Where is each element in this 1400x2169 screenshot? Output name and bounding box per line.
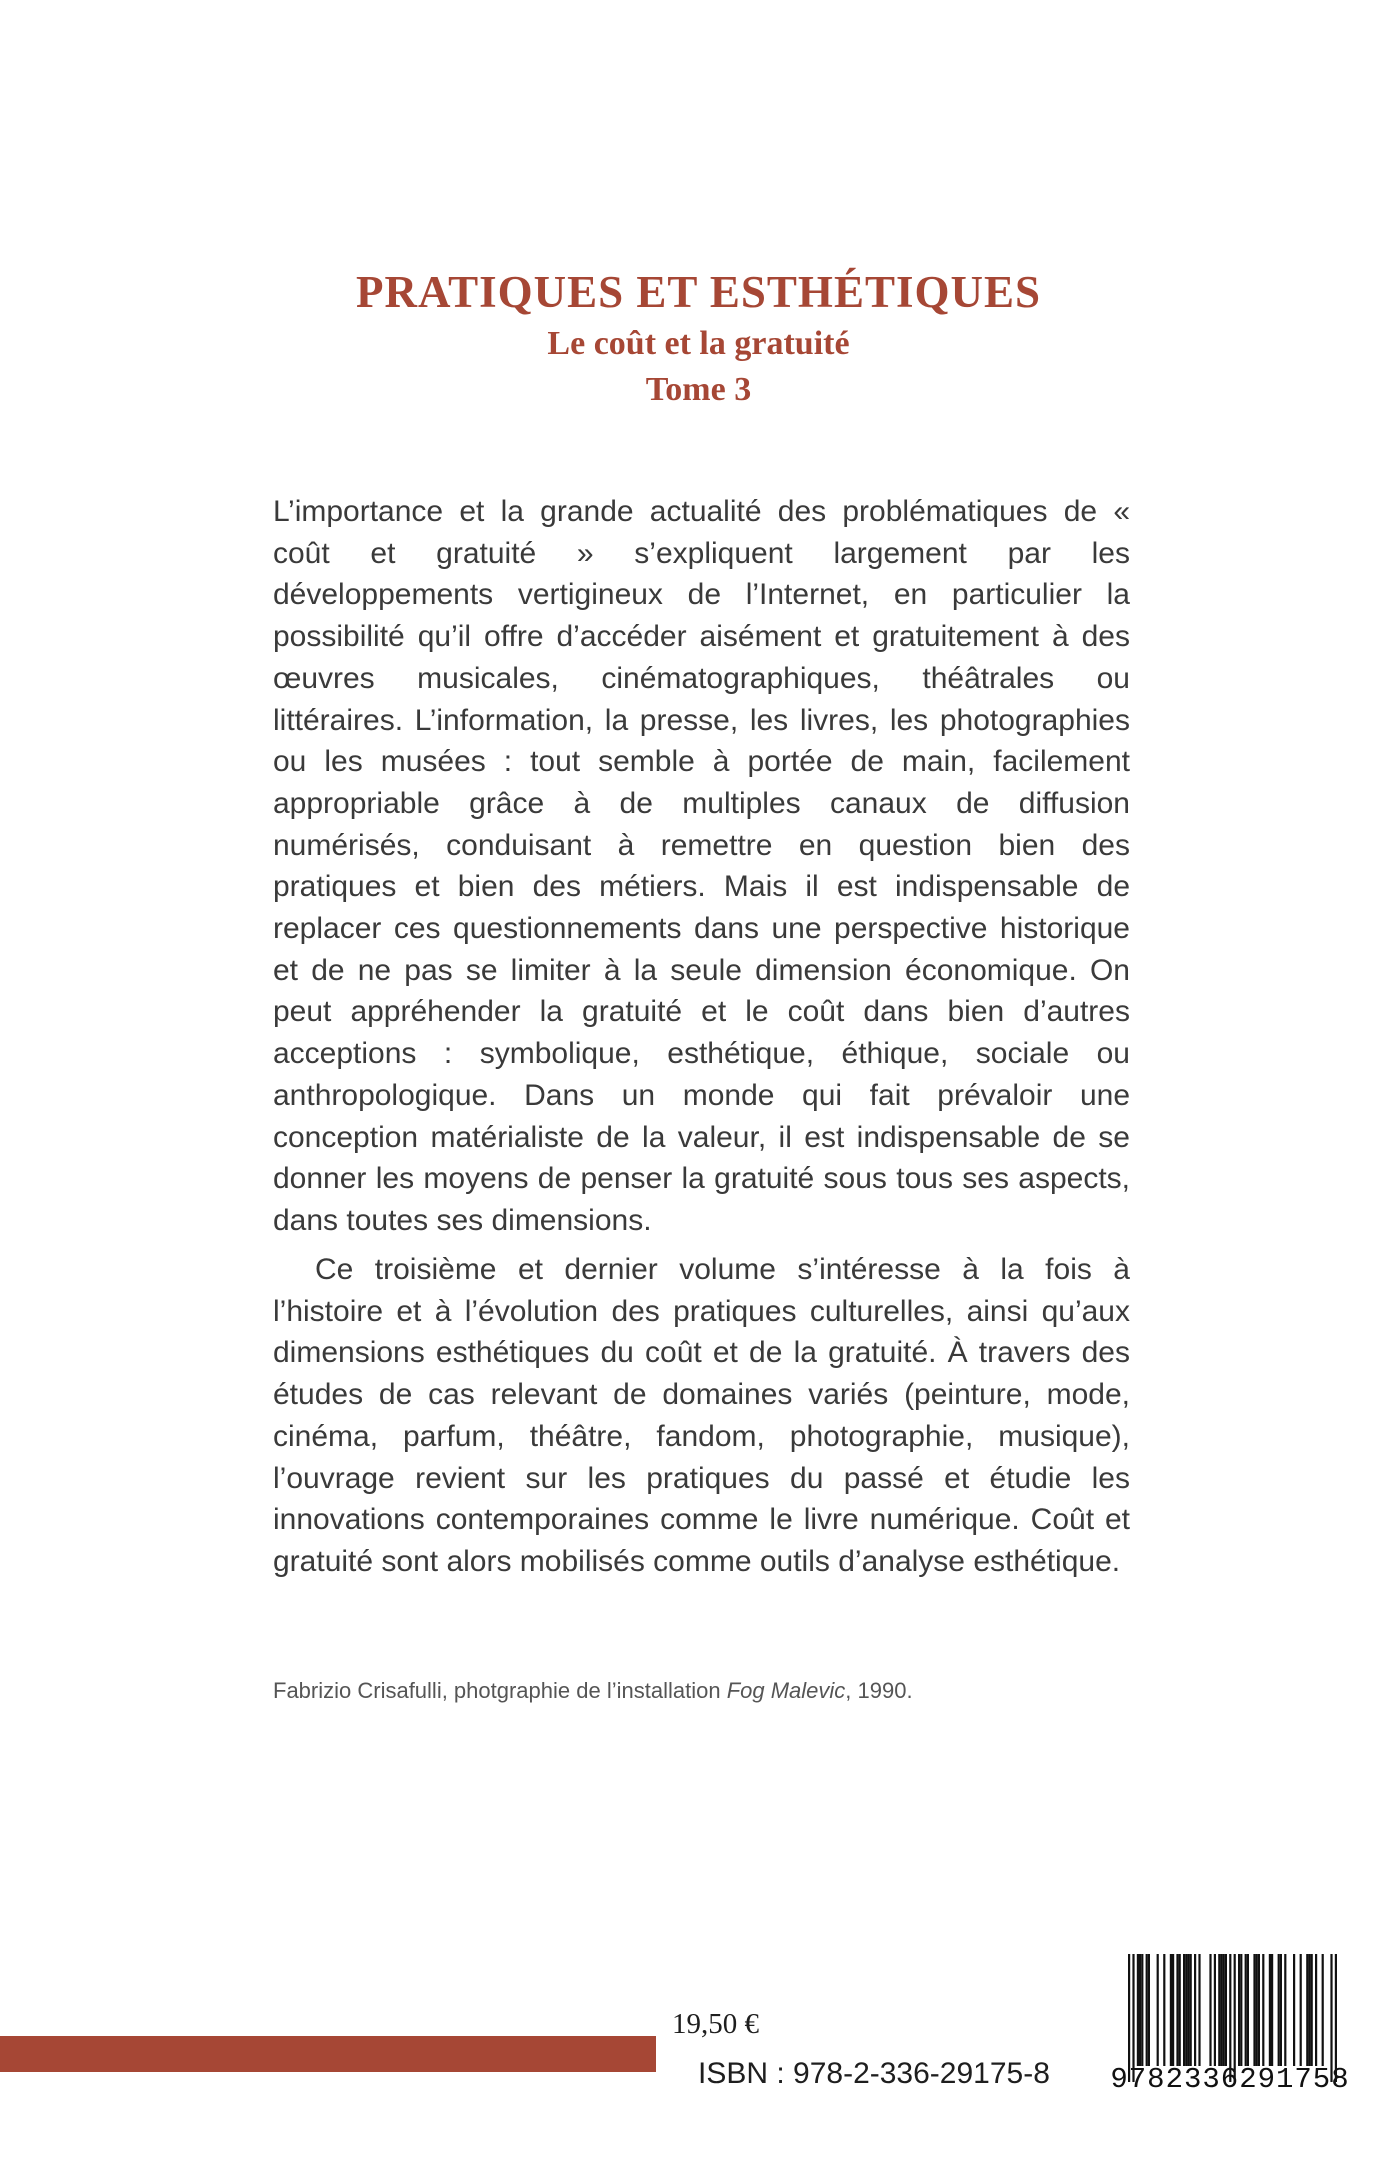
barcode-bar [1315, 1954, 1317, 2066]
barcode-bar [1157, 1954, 1159, 2066]
book-series-title: PRATIQUES ET ESTHÉTIQUES [355, 267, 1042, 317]
barcode-bar [1306, 1954, 1308, 2066]
barcode-bar [1146, 1954, 1148, 2066]
barcode-bar [1300, 1954, 1302, 2066]
barcode [1110, 1954, 1350, 2104]
barcode-bar [1245, 1954, 1247, 2066]
barcode-bar [1137, 1954, 1139, 2066]
barcode-bar [1185, 1954, 1187, 2066]
barcode-bar [1209, 1954, 1211, 2066]
barcode-bar [1190, 1954, 1192, 2066]
barcode-bar [1262, 1954, 1264, 2066]
barcode-bar [1225, 1954, 1227, 2066]
credit-work-title: Fog Malevic [726, 1678, 846, 1703]
barcode-bar [1271, 1954, 1273, 2066]
barcode-bar [1194, 1954, 1196, 2066]
barcode-bar [1172, 1954, 1174, 2066]
barcode-bar [1198, 1954, 1200, 2066]
barcode-bar [1278, 1954, 1280, 2066]
accent-band [0, 2036, 656, 2072]
barcode-bar [1187, 1954, 1189, 2066]
barcode-bar [1176, 1954, 1178, 2066]
blurb-paragraph-2: Ce troisième et dernier volume s’intéresse à la fois à l’histoire et à l’évolution des pratiques culturelles, ainsi qu’aux dimensions esthétiques du coût et de la gratuité. À travers des études de cas relevant de domaines variés (peinture, mode, cinéma, parfum, théâtre, fandom, photographie, musique), l’ouvrage revient sur les pratiques du passé et étudie les innovations contemporaines comme le livre numérique. Coût et gratuité sont alors mobilisés comme outils d’analyse esthétique. [273, 1253, 1130, 1578]
barcode-bar [1220, 1954, 1222, 2066]
title-block [0, 262, 1400, 414]
barcode-bar [1183, 1954, 1185, 2066]
barcode-bar [1293, 1954, 1295, 2066]
barcode-bar [1308, 1954, 1310, 2066]
barcode-bar [1284, 1954, 1286, 2066]
blurb-paragraph-1: L’importance et la grande actualité des problématiques de « coût et gratuité » s’expliquent largement par les développements vertigineux de l’Internet, en particulier la possibilité qu’il offre d’accéder aisément et gratuitement à des œuvres musicales, cinématographiques, théâtrales ou littéraires. L’information, la presse, les livres, les photographies ou les musées : tout semble à portée de main, facilement appropriable grâce à de multiples canaux de diffusion numérisés, conduisant à remettre en question bien des pratiques et bien des métiers. Mais il est indispensable de replacer ces questionnements dans une perspective historique et de ne pas se limiter à la seule dimension économique. On peut appréhender la gratuité et le coût dans bien d’autres acceptions : symbolique, esthétique, éthique, sociale ou anthropologique. Dans un monde qui fait prévaloir une conception matérialiste de la valeur, il est indispensable de se donner les moyens de penser la gratuité sous tous ses aspects, dans toutes ses dimensions. [273, 495, 1130, 1237]
barcode-digits: 9782336291758 [1110, 2063, 1350, 2096]
barcode-bar [1322, 1954, 1324, 2066]
barcode-bar [1139, 1954, 1141, 2066]
barcode-bar [1141, 1954, 1143, 2066]
barcode-bar [1148, 1954, 1150, 2066]
isbn-label: ISBN : 978-2-336-29175-8 [698, 2057, 1050, 2090]
barcode-bar [1214, 1954, 1216, 2066]
barcode-bar [1253, 1954, 1255, 2066]
barcode-bar [1258, 1954, 1260, 2066]
barcode-bar [1247, 1954, 1249, 2066]
barcode-bar [1311, 1954, 1313, 2066]
price-label: 19,50 € [672, 2008, 759, 2040]
barcode-bar [1163, 1954, 1165, 2066]
barcode-bar [1240, 1954, 1242, 2066]
book-volume: Tome 3 [645, 371, 752, 408]
barcode-bar [1256, 1954, 1258, 2066]
barcode-bar [1170, 1954, 1172, 2066]
credit-prefix: Fabrizio Crisafulli, photgraphie de l’installation [273, 1678, 727, 1703]
book-subtitle: Le coût et la gratuité [547, 325, 850, 362]
barcode-bar [1179, 1954, 1181, 2066]
barcode-bar [1223, 1954, 1225, 2066]
credit-suffix: , 1990. [845, 1678, 913, 1703]
barcode-bar [1218, 1954, 1220, 2066]
cover-image-credit [273, 1676, 913, 1706]
barcode-bar [1238, 1954, 1240, 2066]
barcode-bar [1269, 1954, 1271, 2066]
barcode-bar [1280, 1954, 1282, 2066]
